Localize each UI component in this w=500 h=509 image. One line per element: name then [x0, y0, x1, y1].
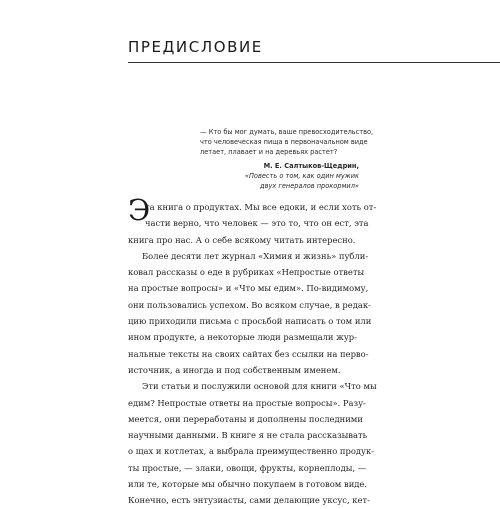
paragraph-line: научными данными. В книге я не стала рассказывать [128, 430, 368, 441]
paragraph-line: части верно, что человек — это то, что он ест, эта [145, 218, 369, 229]
paragraph-line: книга про нас. А о себе всякому читать интересно. [128, 234, 356, 245]
epigraph-line: что человеческая пища в первоначальном виде [200, 137, 368, 146]
epigraph-line: — Кто бы мог думать, ваше превосходительство, [200, 128, 374, 136]
paragraph-line: источник, а иногда и под собственным именем. [128, 364, 341, 375]
paragraph-line: Более десяти лет журнал «Химия и жизнь» публи- [142, 250, 369, 261]
paragraph-line: Конечно, есть энтузиасты, сами делающие уксус, кет- [128, 495, 370, 506]
paragraph-line: ковал рассказы о еде в рубриках «Непростые ответы [128, 267, 365, 278]
body-text [128, 193, 377, 509]
paragraph-line: ином продукте, а некоторые люди размещали жур- [128, 332, 357, 343]
epigraph-source-line: «Повесть о том, как один мужик [244, 171, 359, 180]
paragraph-line: едим? Непростые ответы на простые вопросы». Разу- [128, 397, 366, 408]
paragraph-line-text: та книга о продуктах. Мы все едоки, и если хоть от- [145, 202, 377, 212]
paragraph-line: или те, которые мы обычно покупаем в готовом виде. [128, 479, 368, 490]
epigraph [200, 128, 374, 157]
epigraph-attribution [200, 162, 359, 191]
paragraph-line: цию приходили письма с просьбой написать о том или [128, 316, 372, 327]
paragraph-line: нальные тексты на своих сайтах без ссылки на перво- [128, 348, 369, 359]
chapter-title: ПРЕДИСЛОВИЕ [128, 38, 263, 56]
paragraph-line: Эти статьи и послужили основой для книги «Что мы [142, 381, 377, 392]
paragraph-line: ты простые, — злаки, овощи, фрукты, корнеплоды, — [128, 462, 367, 473]
epigraph-line: летает, плавает и на деревьях растет? [200, 147, 338, 156]
paragraph-line: они пользовались успехом. Во всяком случае, в редак- [128, 299, 371, 310]
title-rule [128, 62, 500, 63]
paragraph-line: о щах и котлетах, а выбрала преимущественно продук- [128, 446, 375, 457]
paragraph-line: меется, они переработаны и дополнены последними [128, 413, 363, 424]
epigraph-source-line: двух генералов прокормил» [260, 181, 359, 190]
drop-cap: Э [128, 193, 151, 227]
epigraph-author: М. Е. Салтыков-Щедрин, [263, 162, 359, 170]
paragraph-line: на простые вопросы» и «Что мы едим». По-видимому, [128, 283, 369, 294]
